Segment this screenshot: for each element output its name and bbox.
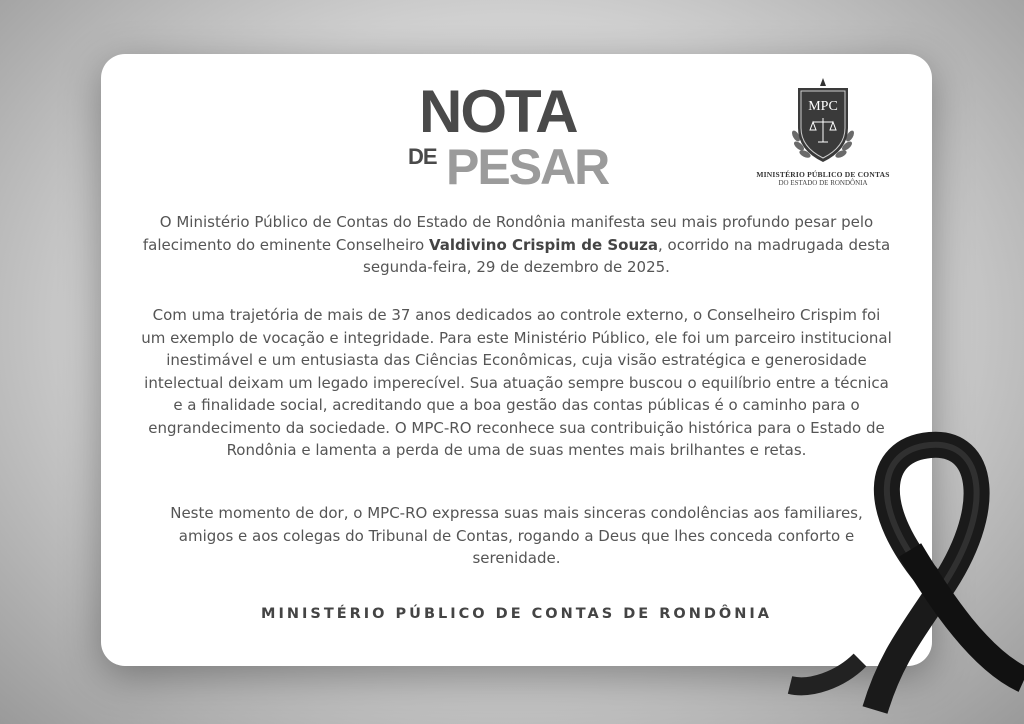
- title-pesar: PESAR: [446, 139, 609, 195]
- announcement-text-end: , ocorrido na madrugada desta segunda-feira, 29 de dezembro de 2025.: [363, 235, 891, 276]
- title-nota: NOTA: [419, 78, 577, 145]
- title-de: DE: [408, 144, 437, 169]
- logo-name-line1: MINISTÉRIO PÚBLICO DE CONTAS: [756, 170, 890, 179]
- mpc-emblem-icon: [790, 76, 856, 168]
- signature: MINISTÉRIO PÚBLICO DE CONTAS DE RONDÔNIA: [261, 606, 772, 622]
- mourning-ribbon-icon: [780, 430, 1024, 724]
- emblem-text: MPC: [808, 99, 838, 114]
- announcement-paragraph: [141, 211, 892, 279]
- mpc-logo: [753, 76, 893, 196]
- tribute-paragraph: Com uma trajetória de mais de 37 anos dedicados ao controle externo, o Conselheiro Crispim foi um exemplo de vocação e integridade. Para este Ministério Público, ele foi um parceiro institucional inestimável e um entusiasta das Ciências Econômicas, cuja visão estratégica e generosidade intelectual deixam um legado imperecível. Sua atuação sempre buscou o equilíbrio entre a técnica e a finalidade social, acreditando que a boa gestão das contas públicas é o caminho para o engrandecimento da sociedade. O MPC-RO reconhece sua contribuição histórica para o Estado de Rondônia e lamenta a perda de uma de suas mentes mais brilhantes e retas.: [141, 306, 892, 459]
- condolences-paragraph: Neste momento de dor, o MPC-RO expressa suas mais sinceras condolências aos familiares, amigos e aos colegas do Tribunal de Contas, rogando a Deus que lhes conceda conforto e serenidade.: [170, 504, 863, 567]
- deceased-name: Valdivino Crispim de Souza: [428, 235, 658, 254]
- logo-name-line2: DO ESTADO DE RONDÔNIA: [778, 179, 868, 187]
- announcement-text-start: O Ministério Público de Contas do Estado de Rondônia manifesta seu mais profundo pesar pelo falecimento do eminente Conselheiro: [142, 213, 874, 254]
